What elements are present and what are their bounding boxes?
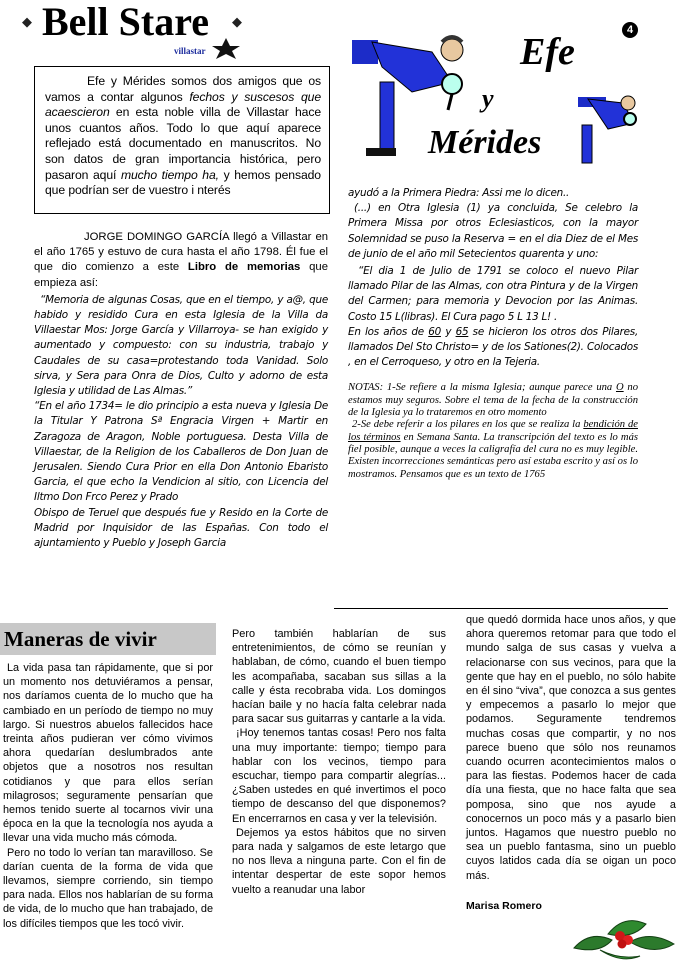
col1-paragraph-1: La vida pasa tan rápidamente, que si por un momento nos detuviéramos a pensar, nos daríamos cuenta de lo mucho que ha cambiado en un período de tiempo no muy largo. Si nuestros abuelos fallecidos hace treinta años pudieran ver cómo vivimos ahora quedarían deslumbrados ante objetos que a nosotros nos resultan cotidianos y que para ellos serían milagrosos; seguramente pensarían que hemos tenido suerte al tocarnos vivir una época en la que la tecnología nos ayuda a llevar una vida mucho más cómoda. bbox=[3, 662, 213, 845]
article-cont-p3b: En los años de 60 y 65 se hicieron los otros dos Pilares, llamados Del Sto Christo= y de los Sationes(2). Colocados , en el Cerroqueso, y otro en la Tejeria. bbox=[348, 325, 638, 369]
article-left-column bbox=[34, 230, 328, 551]
maneras-column-1 bbox=[3, 661, 213, 931]
quote-2: “En el año 1734= le dio principio a esta nueva y Iglesia De la Titular Y Patrona Sª Engracia Virgen + Martir en Zaragoza de Aragon, Noble portuguesa. Desta Villa de Villaestar, de la Religion de los Caballeros de Don Juan de Jerusalen. Siendo Cura Prior en ella Don Antonio Ebaristo Garcia, el que echo la Vendicion al sitio, con Licencia del Iltmo Don Frco Perez y Prado bbox=[34, 400, 328, 504]
detective-figure-right-icon bbox=[578, 95, 648, 165]
col1-paragraph-2: Pero no todo lo verían tan maravilloso. Se darían cuenta de la forma de vida que llevamos, siempre corriendo, sin tiempo para nada. Ellos nos hablarían de su forma de vida, de lo mucho que han trabajado, de los difíciles tiempos que les tocó vivir. bbox=[3, 846, 213, 930]
heading-y: y bbox=[482, 84, 494, 113]
intro-box bbox=[34, 66, 330, 214]
quote-3: Obispo de Teruel que después fue y Resido en la Corte de Madrid por Inquisidor de las Españas. Con todo el ajuntamiento y Pueblo y Joseph Garcia bbox=[34, 506, 328, 550]
notes-2: 2-Se debe referir a los pilares en los que se realiza la bendición de los términos en Semana Santa. La transcripción del texto es lo más fiel posible, aunque a veces la caligrafía del cura no es muy legible. Existen incorrecciones semánticas pero así estaba escrito y así os lo mostramos. Pensamos que es un texto de 1765 bbox=[348, 419, 638, 480]
heading-merides: Mérides bbox=[428, 124, 542, 161]
section-title: Maneras de vivir bbox=[4, 627, 157, 651]
newsletter-subtitle: villastar bbox=[174, 46, 206, 56]
section-divider bbox=[334, 608, 668, 609]
maneras-column-3 bbox=[466, 613, 676, 913]
holly-icon bbox=[570, 910, 680, 964]
maneras-column-2 bbox=[232, 627, 446, 897]
col2-paragraph-2: ¡Hoy tenemos tantas cosas! Pero nos falta una muy importante: tiempo; tiempo para hablar con los vecinos, tiempo para escuchar, tiempo para compartir alegrías... ¿Saben ustedes en qué invertimos el poco tiempo de descanso del que disponemos? En encerrarnos en casa y ver la televisión. bbox=[232, 727, 446, 825]
section-banner bbox=[0, 623, 216, 655]
masthead bbox=[22, 2, 242, 62]
diamond-ornament-icon: ◆ bbox=[232, 14, 242, 29]
article-cont-p3a: “El dia 1 de Julio de 1791 se coloco el nuevo Pilar llamado Pilar de las Almas, con otra Pintura y de la Virgen del Carmen; para memoria y Devocion por las Animas. Costo 15 L(libras). El Cura pago 5 L 13 L! . bbox=[348, 265, 638, 323]
intro-paragraph: Efe y Mérides somos dos amigos que os vamos a contar algunos fechos y suscesos que acaescieron en esta noble villa de Villastar hace unos cuantos años. Todo lo que aquí aparece reflejado está documentado en manuscritos. No son datos de gran importancia histórica, pero pasaron aquí mucho tiempo ha, y hemos pensado que podrían ser de vuestro i nterés bbox=[45, 74, 322, 198]
signature: Marisa Romero bbox=[466, 899, 542, 912]
article-right-column bbox=[348, 186, 638, 481]
notes-1: NOTAS: 1-Se refiere a la misma Iglesia; aunque parece una O no estamos muy seguros. Sobre el tema de la fecha de la construcción de la Iglesia ya lo trataremos en otro momento bbox=[348, 382, 638, 419]
article-intro: JORGE DOMINGO GARCÍA llegó a Villastar en el año 1765 y estuvo de cura hasta el año 1798. Él fue el que dio comienzo a este Libro de memorias que empieza así: bbox=[34, 231, 329, 289]
newsletter-title: Bell Stare bbox=[42, 0, 210, 44]
col3-paragraph-1: que quedó dormida hace unos años, y que ahora queremos retomar para que todo el mundo salga de sus casas y vuelva a relacionarse con sus vecinos, para que la gente que hay en el pueblo, no sólo habite en él sino “viva”, que conozca a sus gentes y empecemos a pasarlo lo mejor que podamos. Seguramente tendremos muchas cosas que compartir, y no nos parece bueno que sólo nos reunamos cuando ocurren acontecimientos malos o para las fiestas. Podemos hacer de cada día una fiesta, que no hace falta que sea pomposa, sino que nos ayude a conocernos un poco más y a pasarlo bien juntos. Hagamos que nuestro pueblo no sea un pueblo fantasma, sino un pueblo cuyos latidos cada día se oigan un poco más. bbox=[466, 614, 676, 882]
issue-number-badge: 4 bbox=[622, 22, 638, 38]
star-logo-icon bbox=[206, 36, 246, 60]
article-cont-p2: (...) en Otra Iglesia (1) ya concluida, Se celebro la Primera Missa por otros Eclesiasticos, con la mayor Solemnidad se puso la Reserva = en el dia Diez de el Mes de junio de el año mil Setecientos quarenta y uno: bbox=[348, 202, 638, 260]
col2-paragraph-1: Pero también hablarían de sus entretenimientos, de cómo se reunían y hablaban, de cómo, cuando el buen tiempo les acompañaba, sacaban sus sillas a la calle y ésta recobraba vida. Los domingos hacían baile y no hacía falta celebrar nada para sacar sus guitarras y cantarle a la vida. bbox=[232, 628, 446, 726]
quote-1: “Memoria de algunas Cosas, que en el tiempo, y a@, que habido y residido Cura en esta Iglesia de la Villa da Villaestar Mos: Jorge García y Villarroya- se han exigido y aumentado y compuesto: con su industria, trabajo y Caudales de su casa=protestando toda Vanidad. Solo sirva, y Sera para Onra de Dios, Culto y adorno de esta Iglesia y utilidad de Las Almas.” bbox=[34, 293, 328, 398]
col2-paragraph-3: Dejemos ya estos hábitos que no sirven para nada y salgamos de este letargo que no nos lleva a ninguna parte. Con el fin de intentar despertar de este sopor hemos vuelto a reanudar una labor bbox=[232, 826, 446, 896]
heading-efe: Efe bbox=[520, 31, 575, 73]
article-cont-p1: ayudó a la Primera Piedra: Assi me lo dicen.. bbox=[348, 187, 570, 199]
diamond-ornament-icon: ◆ bbox=[22, 14, 32, 29]
